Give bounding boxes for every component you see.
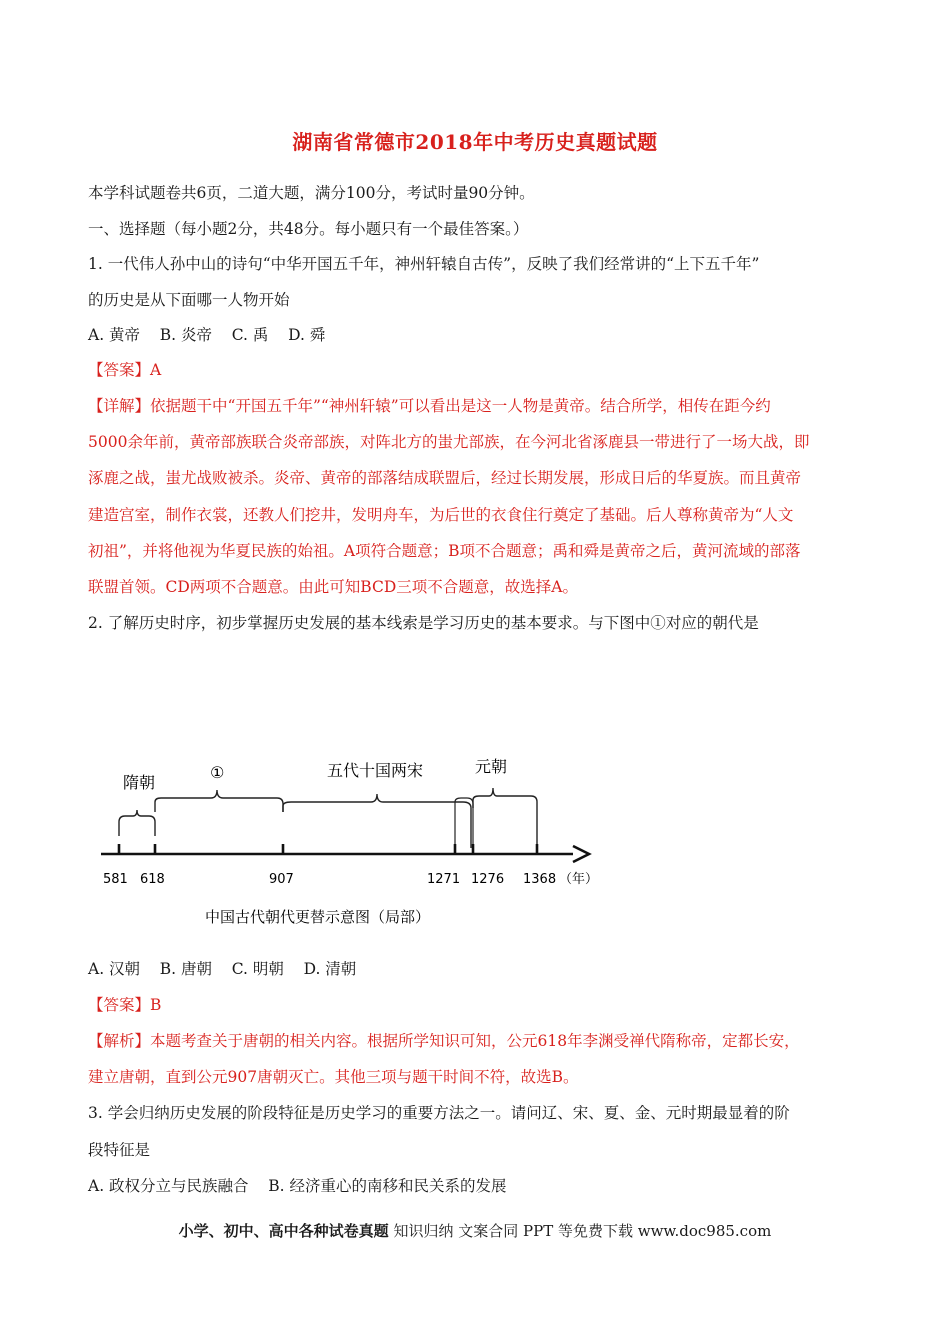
q1-explain-line1 [88,395,771,417]
q1-explain-line2: 5000余年前，黄帝部族联合炎帝部族，对阵北方的蚩尤部族，在今河北省涿鹿县一带进行了一场大战，即 [88,433,810,451]
q2-stem: 2. 了解历史时序，初步掌握历史发展的基本线索是学习历史的基本要求。与下图中①对应的朝代是 [88,614,759,632]
q1-explain-line4: 建造宫室，制作衣裳，还教人们挖井，发明舟车，为后世的衣食住行奠定了基础。后人尊称黄帝为“人文 [88,506,794,524]
q1-stem-line1: 1. 一代伟人孙中山的诗句“中华开国五千年，神州轩辕自古传”，反映了我们经常讲的“上下五千年” [88,255,760,273]
q3-stem-line2: 段特征是 [88,1141,151,1159]
brace-yuan [473,788,537,848]
year-1368: 1368 [523,872,557,887]
page-title: 湖南省常德市2018年中考历史真题试题 [292,130,658,154]
label-circle-1: ① [210,763,225,782]
q3-stem-line1: 3. 学会归纳历史发展的阶段特征是历史学习的重要方法之一。请问辽、宋、夏、金、元时期最显着的阶 [88,1104,790,1122]
label-wudai-song: 五代十国两宋 [327,761,424,780]
footer-link[interactable]: 文案合同 PPT 等免费下载 www.doc985.com [458,1222,772,1240]
q1-answer-label: 【答案】 [88,361,151,379]
exam-intro: 本学科试题卷共6页，二道大题，满分100分，考试时量90分钟。 [88,184,535,202]
q1-explain-label: 【详解】 [88,397,151,415]
q1-explain-text: 依据题干中“开国五千年”“神州轩辕”可以看出是这一人物是黄帝。结合所学，相传在距今约 [150,397,771,415]
year-618: 618 [140,872,165,887]
year-unit: （年） [559,872,599,887]
q1-explain-line3: 涿鹿之战，蚩尤战败被杀。炎帝、黄帝的部落结成联盟后，经过长期发展，形成日后的华夏族。而且黄帝 [88,469,802,487]
footer-bold: 小学、初中、高中各种试卷真题 [178,1222,389,1240]
q2-explain-label: 【解析】 [88,1032,151,1050]
label-sui: 隋朝 [123,773,156,792]
q1-explain-line5: 初祖”，并将他视为华夏民族的始祖。A项符合题意；B项不合题意；禹和舜是黄帝之后，黄河流域的部落 [88,542,801,560]
q1-answer [88,359,161,381]
year-1271: 1271 [427,872,461,887]
year-907: 907 [269,872,294,887]
q2-explain-line1 [88,1030,800,1052]
q1-answer-value: A [150,361,162,379]
diagram-caption: 中国古代朝代更替示意图（局部） [205,908,431,926]
brace-sui [119,810,155,836]
q2-answer-value: B [150,996,162,1014]
year-581: 581 [103,872,128,887]
label-yuan: 元朝 [475,757,508,776]
q1-options: A. 黄帝 B. 炎帝 C. 禹 D. 舜 [88,326,326,344]
brace-wudai-song [283,794,471,848]
q2-options: A. 汉朝 B. 唐朝 C. 明朝 D. 清朝 [88,960,357,978]
footer-middle: 知识归纳 [388,1222,459,1240]
q2-answer [88,994,161,1016]
timeline-arrow [573,846,589,862]
q2-answer-label: 【答案】 [88,996,151,1014]
section-title: 一、选择题（每小题2分，共48分。每小题只有一个最佳答案。） [88,220,529,238]
dynasty-timeline-diagram [95,740,615,940]
year-1276: 1276 [471,872,505,887]
q2-explain-line2: 建立唐朝，直到公元907唐朝灭亡。其他三项与题干时间不符，故选B。 [88,1068,579,1086]
q1-stem-line2: 的历史是从下面哪一人物开始 [88,291,290,309]
q2-explain-text: 本题考查关于唐朝的相关内容。根据所学知识可知，公元618年李渊受禅代隋称帝，定都长安， [150,1032,800,1050]
q3-options: A. 政权分立与民族融合 B. 经济重心的南移和民关系的发展 [88,1177,507,1195]
brace-tang [155,790,283,812]
q1-explain-line6: 联盟首领。CD两项不合题意。由此可知BCD三项不合题意，故选择A。 [88,578,578,596]
page-footer [0,1220,950,1241]
